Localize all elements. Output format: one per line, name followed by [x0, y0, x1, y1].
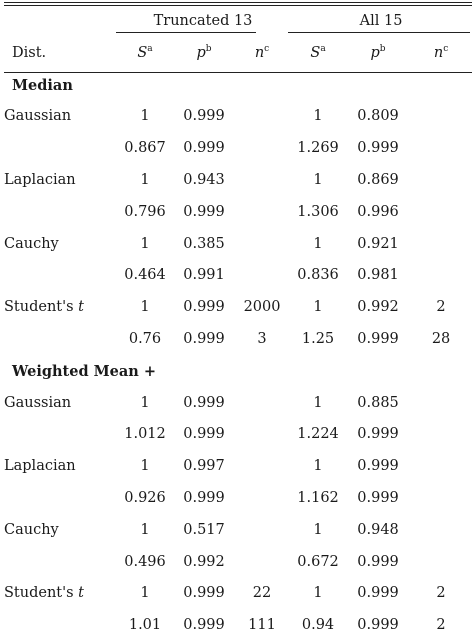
- table-row: [4, 101, 472, 133]
- column-header-all-S: [290, 38, 346, 70]
- cell-all-n: [410, 101, 472, 133]
- cell-all-S: 1: [313, 235, 323, 252]
- cell-all-S: 1: [313, 299, 323, 316]
- distribution-cell: [4, 324, 116, 356]
- cell-all-p: 0.869: [357, 171, 399, 188]
- cell-all-n: [410, 483, 472, 515]
- table-row: [4, 388, 472, 420]
- cell-all-S: 1: [313, 458, 323, 475]
- cell-truncated-p: 0.999: [183, 617, 225, 634]
- table-row: [4, 324, 472, 356]
- symbol-S: S: [137, 44, 148, 61]
- cell-all-p: 0.999: [357, 426, 399, 443]
- cell-all-p: 0.996: [357, 203, 399, 220]
- cell-all-S: 1.25: [301, 330, 335, 347]
- distribution-cell: [4, 260, 116, 292]
- cell-truncated-S: 0.496: [124, 553, 166, 570]
- cell-all-p: 0.999: [357, 585, 399, 602]
- cell-all-n: 28: [431, 330, 451, 347]
- cell-all-n: [410, 229, 472, 261]
- cell-truncated-p: 0.999: [183, 299, 225, 316]
- top-rule: [4, 2, 472, 3]
- cell-all-S: 1: [313, 394, 323, 411]
- cell-truncated-p: 0.999: [183, 585, 225, 602]
- distribution-cell: [4, 101, 116, 133]
- cell-all-n: [410, 515, 472, 547]
- cell-truncated-p: 0.999: [183, 426, 225, 443]
- cell-truncated-n: 3: [257, 330, 267, 347]
- column-header-all-p: [346, 38, 410, 70]
- table-row: [4, 451, 472, 483]
- cell-all-p: 0.948: [357, 521, 399, 538]
- cell-truncated-p: 0.999: [183, 330, 225, 347]
- cell-truncated-S: 1: [140, 521, 150, 538]
- cell-truncated-p: 0.991: [183, 267, 225, 284]
- table-row: [4, 165, 472, 197]
- distribution-name: Laplacian: [4, 458, 76, 475]
- cell-truncated-n: [234, 483, 290, 515]
- distribution-cell: [4, 388, 116, 420]
- cell-all-S: 1: [313, 521, 323, 538]
- footnote-a: a: [320, 43, 326, 54]
- cell-truncated-S: 1: [140, 458, 150, 475]
- distribution-name: Cauchy: [4, 235, 59, 252]
- table-row: [4, 578, 472, 610]
- cell-all-p: 0.981: [357, 267, 399, 284]
- section-row: [4, 356, 472, 388]
- distribution-cell: [4, 610, 116, 642]
- section-title: Median: [12, 76, 73, 94]
- column-header-truncated-p: [174, 38, 234, 70]
- cell-truncated-p: 0.943: [183, 171, 225, 188]
- group-header-row: [4, 6, 472, 38]
- cell-truncated-n: [234, 165, 290, 197]
- distribution-cell: [4, 229, 116, 261]
- cell-all-n: 2: [436, 299, 446, 316]
- cell-all-p: 0.999: [357, 553, 399, 570]
- table-row: [4, 260, 472, 292]
- cell-truncated-n: [234, 515, 290, 547]
- cell-all-S: 1.269: [297, 140, 339, 157]
- cell-all-n: [410, 419, 472, 451]
- cell-truncated-S: 1: [140, 108, 150, 125]
- distribution-cell: [4, 578, 116, 610]
- cell-truncated-n: [234, 419, 290, 451]
- cell-all-p: 0.921: [357, 235, 399, 252]
- cell-truncated-S: 1.012: [124, 426, 166, 443]
- cell-all-p: 0.999: [357, 617, 399, 634]
- cell-truncated-S: 1: [140, 394, 150, 411]
- cell-truncated-p: 0.997: [183, 458, 225, 475]
- cell-all-S: 1.306: [297, 203, 339, 220]
- cell-truncated-n: [234, 133, 290, 165]
- cell-all-S: 1.224: [297, 426, 339, 443]
- cell-all-n: [410, 547, 472, 579]
- table-row: [4, 419, 472, 451]
- distribution-cell: [4, 165, 116, 197]
- cell-all-p: 0.999: [357, 330, 399, 347]
- column-header-all-n: [410, 38, 472, 70]
- cell-all-S: 0.94: [301, 617, 335, 634]
- cell-all-S: 1: [313, 585, 323, 602]
- cell-truncated-S: 0.796: [124, 203, 166, 220]
- table-row: [4, 133, 472, 165]
- table-row: [4, 610, 472, 642]
- cell-truncated-p: 0.992: [183, 553, 225, 570]
- column-header-row: [4, 38, 472, 70]
- cell-truncated-p: 0.999: [183, 394, 225, 411]
- distribution-cell: [4, 451, 116, 483]
- distribution-cell: [4, 197, 116, 229]
- group-header-spacer: [4, 6, 116, 38]
- cell-truncated-n: 111: [248, 617, 276, 634]
- cell-all-n: [410, 388, 472, 420]
- distribution-cell: [4, 483, 116, 515]
- cell-truncated-n: [234, 388, 290, 420]
- cell-all-S: 1: [313, 108, 323, 125]
- cell-all-S: 0.672: [297, 553, 339, 570]
- cell-all-S: 1: [313, 171, 323, 188]
- distribution-name: Gaussian: [4, 394, 72, 411]
- cell-truncated-S: 0.926: [124, 489, 166, 506]
- cell-all-n: 2: [436, 585, 446, 602]
- cell-truncated-S: 1: [140, 585, 150, 602]
- cell-all-n: 2: [436, 617, 446, 634]
- group-header-truncated: Truncated 13: [153, 13, 253, 29]
- cell-truncated-n: [234, 101, 290, 133]
- distribution-symbol: t: [78, 585, 84, 602]
- cell-truncated-n: [234, 197, 290, 229]
- cell-truncated-S: 1.01: [128, 617, 162, 634]
- table-body: [4, 70, 472, 642]
- cell-truncated-p: 0.385: [183, 235, 225, 252]
- group-header-all: All 15: [359, 13, 403, 29]
- section-row: [4, 70, 472, 102]
- distribution-cell: [4, 515, 116, 547]
- table-row: [4, 292, 472, 324]
- cell-truncated-S: 1: [140, 299, 150, 316]
- results-table: [4, 6, 472, 642]
- distribution-name: Cauchy: [4, 521, 59, 538]
- distribution-symbol: t: [78, 299, 84, 316]
- cell-all-p: 0.992: [357, 299, 399, 316]
- table-row: [4, 547, 472, 579]
- footnote-b: b: [205, 43, 212, 54]
- cell-truncated-n: [234, 451, 290, 483]
- cell-all-n: [410, 133, 472, 165]
- cell-truncated-p: 0.999: [183, 108, 225, 125]
- cell-all-p: 0.885: [357, 394, 399, 411]
- cell-all-n: [410, 197, 472, 229]
- column-header-truncated-S: [116, 38, 174, 70]
- cell-all-p: 0.999: [357, 458, 399, 475]
- cell-truncated-p: 0.999: [183, 140, 225, 157]
- footnote-a: a: [147, 43, 153, 54]
- cell-truncated-n: [234, 260, 290, 292]
- table-row: [4, 515, 472, 547]
- section-title: Weighted Mean +: [12, 362, 157, 380]
- distribution-name: Laplacian: [4, 171, 76, 188]
- distribution-name: Student's: [4, 585, 79, 602]
- cell-truncated-S: 0.867: [124, 140, 166, 157]
- cell-all-n: [410, 260, 472, 292]
- table-row: [4, 229, 472, 261]
- cell-truncated-p: 0.517: [183, 521, 225, 538]
- cell-all-S: 0.836: [297, 267, 339, 284]
- cell-truncated-S: 0.464: [124, 267, 166, 284]
- cell-all-p: 0.999: [357, 140, 399, 157]
- symbol-p: p: [196, 44, 206, 61]
- table-row: [4, 483, 472, 515]
- column-header-dist: Dist.: [12, 44, 47, 61]
- cell-truncated-p: 0.999: [183, 203, 225, 220]
- symbol-n: n: [433, 44, 444, 61]
- cell-truncated-n: 2000: [243, 299, 281, 316]
- cell-truncated-n: [234, 229, 290, 261]
- cell-truncated-n: [234, 547, 290, 579]
- distribution-cell: [4, 292, 116, 324]
- column-header-truncated-n: [234, 38, 290, 70]
- cell-all-p: 0.999: [357, 489, 399, 506]
- distribution-cell: [4, 133, 116, 165]
- cell-truncated-S: 1: [140, 235, 150, 252]
- symbol-S: S: [310, 44, 321, 61]
- cell-all-n: [410, 165, 472, 197]
- symbol-p: p: [370, 44, 380, 61]
- footnote-c: c: [264, 43, 270, 54]
- distribution-cell: [4, 547, 116, 579]
- cell-truncated-S: 1: [140, 171, 150, 188]
- footnote-c: c: [443, 43, 449, 54]
- distribution-name: Student's: [4, 299, 79, 316]
- cell-truncated-p: 0.999: [183, 489, 225, 506]
- cell-truncated-S: 0.76: [128, 330, 162, 347]
- footnote-b: b: [379, 43, 386, 54]
- symbol-n: n: [254, 44, 265, 61]
- cell-all-p: 0.809: [357, 108, 399, 125]
- distribution-cell: [4, 419, 116, 451]
- cell-all-n: [410, 451, 472, 483]
- cell-truncated-n: 22: [252, 585, 272, 602]
- distribution-name: Gaussian: [4, 108, 72, 125]
- table-row: [4, 197, 472, 229]
- cell-all-S: 1.162: [297, 489, 339, 506]
